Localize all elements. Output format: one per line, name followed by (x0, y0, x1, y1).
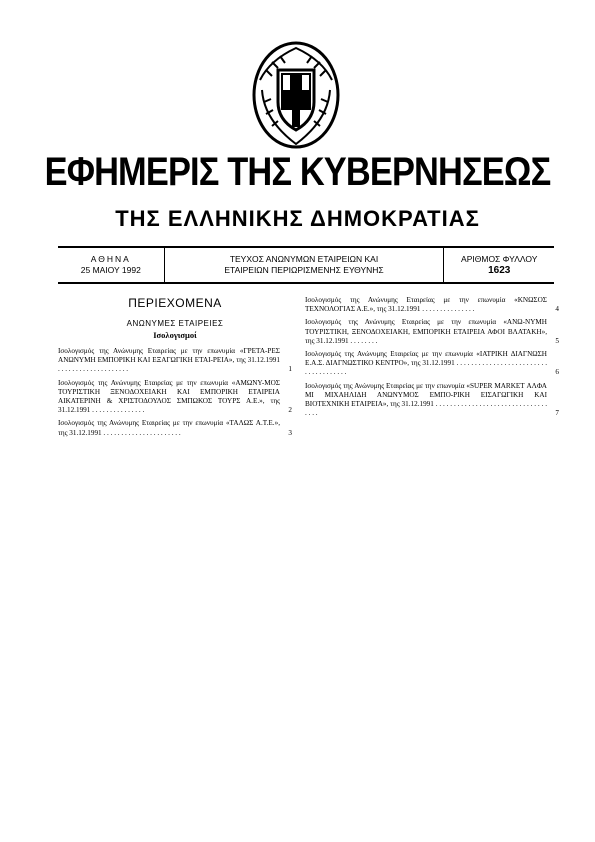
contents-title: ΠΕΡΙΕΧΟΜΕΝΑ (128, 296, 222, 310)
entry-text: Ισολογισμός της Ανώνυμης Εταιρείας με την επωνυμία «ΤΑΛΩΣ Α.Τ.Ε.», της 31.12.1991 . . . . . . . . . . . . . . . . . . . . . . (58, 419, 280, 437)
entry-text: Ισολογισμός της Ανώνυμης Εταιρείας με την επωνυμία «SUPER MARKET ΑΛΦΑ ΜΙ ΜΙΧΑΗΛΙΔΗ ΑΝΩΝΥΜΟΣ ΕΜΠΟ-ΡΙΚΗ ΕΙΣΑΓΩΓΙΚΗ ΚΑΙ ΒΙΟΤΕΧΝΙΚΗ ΕΤΑΙΡΕΙΑ», της 31.12.1991 . . . . . . . . . . . . . . . . . . . . . . . . . . . . . . . . . . . (305, 381, 547, 418)
place-label: ΑΘΗΝΑ (90, 254, 131, 264)
contents-entry (305, 382, 559, 419)
series-line-2: ΕΤΑΙΡΕΙΩΝ ΠΕΡΙΩΡΙΣΜΕΝΗΣ ΕΥΘΥΝΗΣ (224, 265, 384, 275)
entry-page-number: 5 (555, 336, 559, 345)
series-cell (165, 248, 445, 282)
contents-entry (305, 296, 559, 314)
entry-page-number: 6 (555, 368, 559, 377)
issue-date: 25 ΜΑΙΟΥ 1992 (80, 265, 141, 275)
gazette-subtitle: ΤΗΣ ΕΛΛΗΝΙΚΗΣ ΔΗΜΟΚΡΑΤΙΑΣ (115, 206, 480, 231)
entry-page-number: 7 (555, 409, 559, 418)
sheet-number-cell (444, 248, 554, 282)
contents-entry (58, 379, 292, 416)
subsection-title: Ισολογισμοί (153, 330, 197, 340)
entry-page-number: 4 (555, 305, 559, 314)
entry-page-number: 1 (288, 365, 292, 374)
entry-text: Ισολογισμός της Ανώνυμης Εταιρείας με την επωνυμία «ΑΝΩ-ΝΥΜΗ ΤΟΥΡΙΣΤΙΚΗ, ΞΕΝΟΔΟΧΕΙΑΚΗ, ΕΜΠΟΡΙΚΗ ΕΤΑΙΡΕΙΑ ΑΦΟΙ ΒΛΑΤΑΚΗ», της 31.12.1991 . . . . . . . . (305, 318, 547, 345)
contents-entry (58, 419, 292, 437)
entry-text: Ισολογισμός της Ανώνυμης Εταιρείας με την επωνυμία «ΓΡΕΤΑ-ΡΕΣ ΑΝΩΝΥΜΗ ΕΜΠΟΡΙΚΗ ΚΑΙ ΕΞΑΓΩΓΙΚΗ ΕΤΑΙ-ΡΕΙΑ», της 31.12.1991 . . . . . . . . . . . . . . . . . . . . (58, 347, 280, 374)
entry-page-number: 2 (288, 406, 292, 415)
issue-info-bar (58, 246, 554, 284)
contents-entry (58, 347, 292, 375)
gazette-title: ΕΦΗΜΕΡΙΣ ΤΗΣ ΚΥΒΕΡΝΗΣΕΩΣ (44, 150, 551, 194)
contents-right-column (305, 296, 559, 422)
sheet-number: 1623 (488, 265, 511, 276)
entry-text: Ισολογισμός της Ανώνυμης Εταιρείας με την επωνυμία «ΙΑΤΡΙΚΗ ΔΙΑΓΝΩΣΗ Ε.Α.Σ. ΔΙΑΓΝΩΣΤΙΚΟ ΚΕΝΤΡΟ», της 31.12.1991 . . . . . . . . . . . . . . . . . . . . . . . . . . . . . . . . . . . . . (305, 350, 547, 377)
coat-of-arms-emblem (250, 40, 342, 150)
contents-left-column (58, 296, 292, 442)
entry-text: Ισολογισμός της Ανώνυμης Εταιρείας με την επωνυμία «ΑΜΩΝΥ-ΜΟΣ ΤΟΥΡΙΣΤΙΚΗ ΞΕΝΟΔΟΧΕΙΑΚΗ ΚΑΙ ΕΜΠΟΡΙΚΗ ΕΤΑΙΡΕΙΑ ΑΙΚΑΤΕΡΙΝΗ & ΧΡΙΣΤΟΔΟΥΛΟΣ ΣΜΠΩΚΟΣ ΤΟΥΡΣ Α.Ε.», της 31.12.1991 . . . . . . . . . . . . . . . (58, 378, 280, 415)
sheet-number-label: ΑΡΙΘΜΟΣ ΦΥΛΛΟΥ (461, 254, 538, 264)
entry-page-number: 3 (288, 428, 292, 437)
place-date-cell (58, 248, 165, 282)
section-title: ΑΝΩΝΥΜΕΣ ΕΤΑΙΡΕΙΕΣ (126, 319, 224, 328)
series-line-1: ΤΕΥΧΟΣ ΑΝΩΝΥΜΩΝ ΕΤΑΙΡΕΙΩΝ ΚΑΙ (229, 254, 379, 264)
contents-entry (305, 350, 559, 378)
entry-text: Ισολογισμός της Ανώνυμης Εταιρείας με την επωνυμία «ΚΝΩΣΟΣ ΤΕΧΝΟΛΟΓΙΑΣ Α.Ε.», της 31.12.1991 . . . . . . . . . . . . . . . (305, 296, 547, 314)
contents-entry (305, 318, 559, 346)
